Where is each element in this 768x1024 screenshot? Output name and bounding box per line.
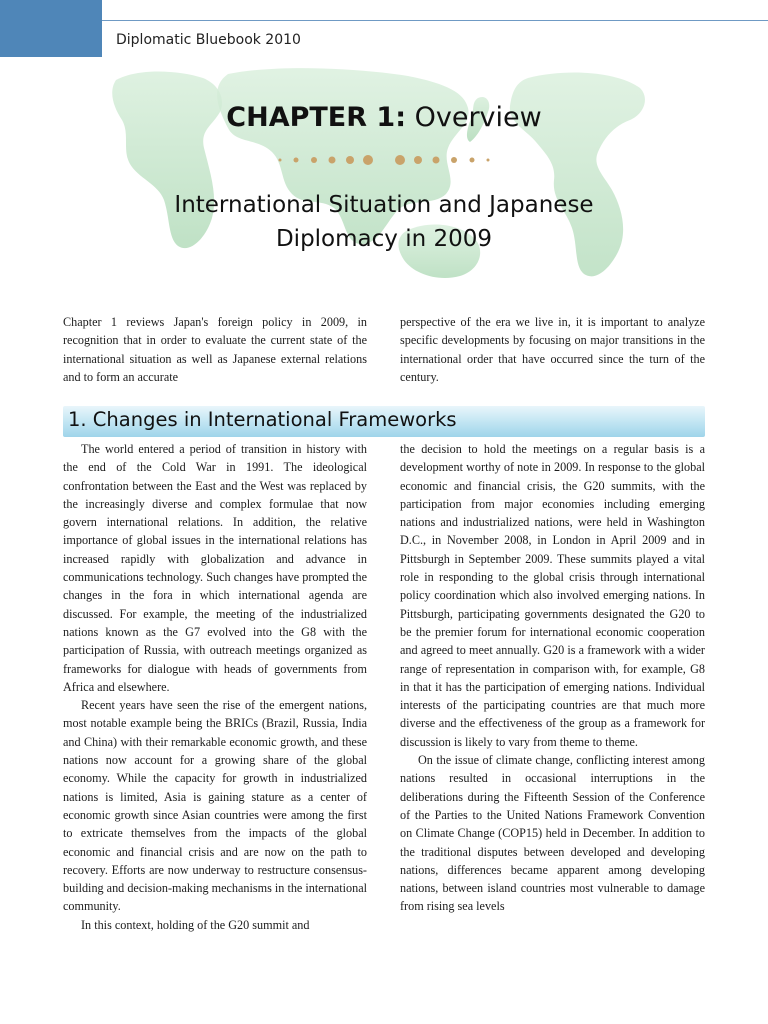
decorative-dots [0, 150, 768, 170]
intro-paragraph-continued: perspective of the era we live in, it is important to analyze specific developments by focusing on major transitions in the international order that have occurred since the turn of the century. [400, 315, 705, 384]
chapter-number: CHAPTER 1: [226, 102, 407, 133]
chapter-name: Overview [406, 102, 542, 133]
body-paragraph: On the issue of climate change, conflicting interest among nations resulted in occasional interruptions in the deliberations during the Fifteenth Session of the Conference of the Parties to the United Nations Framework Convention on Climate Change (COP15) held in December. In addition to the traditional disputes between developed and developing nations, differences became apparent among developing nations, between island countries most vulnerable to damage from rising sea levels [400, 753, 705, 914]
section-heading: 1. Changes in International Frameworks [68, 408, 457, 431]
dots-ornament-icon [274, 150, 494, 170]
intro-right-column [400, 313, 705, 386]
body-paragraph-continued: the decision to hold the meetings on a regular basis is a development worthy of note in 2009. In response to the global economic and financial crisis, the G20 summits, with the participation from major economies including emerging nations and industrialized nations, were held in Washington D.C., in November 2008, in London in April 2009 and in Pittsburgh in September 2009. These summits played a vital role in responding to the global crisis through international policy coordination which also involved emerging nations. In Pittsburgh, participating governments designated the G20 to be the premier forum for international economic cooperation and agreed to meet annually. G20 is a framework with a wider range of representation in comparison with, for example, G8 in that it has the participation of emerging nations. Individual interests of the participating countries are that much more diverse and the effectiveness of the group as a framework for discussion is likely to vary from theme to theme. [400, 442, 705, 749]
header-rule [102, 20, 768, 21]
chapter-heading [0, 102, 768, 133]
chapter-subtitle [0, 188, 768, 256]
body-paragraph: The world entered a period of transition in history with the end of the Cold War in 1991. The ideological confrontation between the East and the West was replaced by the increasingly diverse and complex formulae that now govern international relations. In addition, the relative importance of global issues in the international relations has increased rapidly with globalization and advance in communications technology. Such changes have prompted the changes in the fora in which international agenda are discussed. For example, the meeting of the industrialized nations known as the G7 evolved into the G8 with the participation of Russia, with outreach meetings organized as frameworks for dialogue with heads of governments from Africa and elsewhere. [63, 442, 367, 694]
intro-paragraph: Chapter 1 reviews Japan's foreign policy in 2009, in recognition that in order to evaluate the current state of the international situation as well as Japanese external relations and to form an accurate [63, 315, 367, 384]
intro-left-column [63, 313, 367, 386]
body-paragraph: In this context, holding of the G20 summit and [81, 917, 310, 932]
subtitle-line-2: Diplomacy in 2009 [275, 226, 493, 252]
header-corner-block [0, 0, 102, 57]
body-paragraph: Recent years have seen the rise of the emergent nations, most notable example being the BRICs (Brazil, Russia, India and China) with their remarkable economic growth, and these nations now account for a growing share of the global economy. While the capacity for growth in industrialized nations is limited, Asia is gaining stature as a center of economic growth since Asian countries were among the first to extricate themselves from the impacts of the global economic and financial crisis and are now on the path to recovery. Efforts are now underway to restructure consensus-building and decision-making mechanisms in the international community. [63, 698, 367, 914]
body-right-column [400, 440, 705, 916]
body-left-column [63, 440, 367, 934]
publication-title: Diplomatic Bluebook 2010 [116, 32, 301, 48]
subtitle-line-1: International Situation and Japanese [174, 192, 594, 218]
